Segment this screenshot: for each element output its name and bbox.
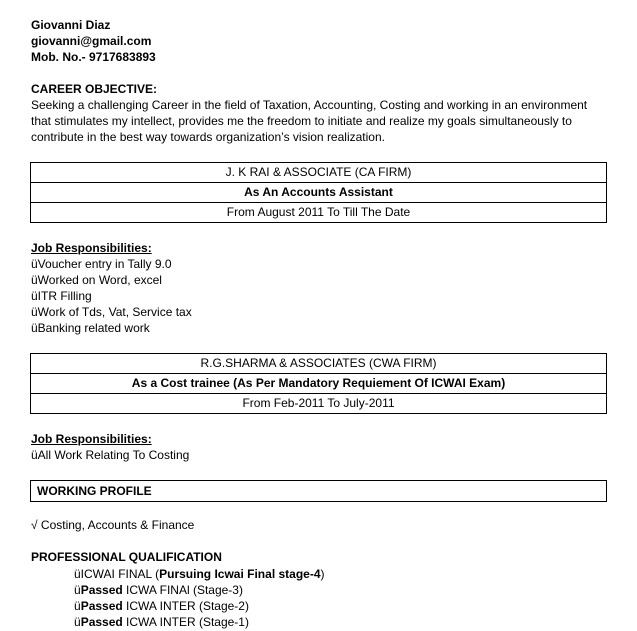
qualification-item-status: Passed (80, 599, 123, 613)
qualification-item-prefix: üICWAI FINAL ( (74, 567, 160, 581)
qualification-item-status: Pursuing Icwai Final stage-4 (159, 567, 321, 581)
job2-responsibilities-heading: Job Responsibilities: (31, 432, 152, 446)
working-profile-heading: WORKING PROFILE (37, 484, 152, 498)
job1-company: J. K RAI & ASSOCIATE (CA FIRM) (31, 163, 606, 183)
career-objective-heading: CAREER OBJECTIVE: (31, 82, 158, 96)
working-profile-text: √ Costing, Accounts & Finance (31, 518, 195, 532)
check-icon: ü (74, 599, 81, 613)
job1-responsibility-item: üWork of Tds, Vat, Service tax (31, 305, 192, 319)
job1-responsibility-item: üBanking related work (31, 321, 150, 335)
applicant-name: Giovanni Diaz (31, 18, 111, 32)
job1-period: From August 2011 To Till The Date (226, 205, 411, 219)
qualification-item (74, 598, 249, 614)
job1-responsibilities-heading: Job Responsibilities: (31, 241, 152, 255)
qualification-item (74, 566, 325, 582)
job2-responsibility-item: üAll Work Relating To Costing (31, 448, 190, 462)
job2-role: As a Cost trainee (As Per Mandatory Requiement Of ICWAI Exam) (31, 374, 606, 394)
qualification-heading: PROFESSIONAL QUALIFICATION (31, 550, 222, 564)
qualification-item-text: ICWA INTER (Stage-1) (122, 615, 249, 629)
qualification-item (74, 614, 249, 630)
job1-table (30, 162, 607, 223)
qualification-item-status: Passed (80, 615, 123, 629)
qualification-item-text: ICWA INTER (Stage-2) (122, 599, 249, 613)
job2-company: R.G.SHARMA & ASSOCIATES (CWA FIRM) (31, 354, 606, 374)
career-objective-line: contribute in the best way towards organization’s vision realization. (31, 130, 385, 144)
job1-role: As An Accounts Assistant (31, 183, 606, 203)
qualification-item (74, 582, 243, 598)
qualification-item-status: Passed (80, 583, 123, 597)
applicant-mobile: Mob. No.- 9717683893 (31, 50, 156, 64)
working-profile-box (30, 480, 607, 502)
job2-period: From Feb-2011 To July-2011 (242, 396, 395, 410)
job1-responsibility-item: üITR Filling (31, 289, 92, 303)
check-icon: ü (74, 583, 81, 597)
job2-table (30, 353, 607, 414)
applicant-email: giovanni@gmail.com (31, 34, 152, 48)
job1-responsibility-item: üWorked on Word, excel (31, 273, 162, 287)
career-objective-line: Seeking a challenging Career in the field of Taxation, Accounting, Costing and working in an environment (31, 98, 588, 112)
job1-responsibility-item: üVoucher entry in Tally 9.0 (31, 257, 172, 271)
check-icon: ü (74, 615, 81, 629)
qualification-item-text: ICWA FINAl (Stage-3) (122, 583, 243, 597)
career-objective-line: that stimulates my intellect, provides me the freedom to initiate and realize my goals simultaneously to (31, 114, 572, 128)
qualification-item-suffix: ) (320, 567, 325, 581)
